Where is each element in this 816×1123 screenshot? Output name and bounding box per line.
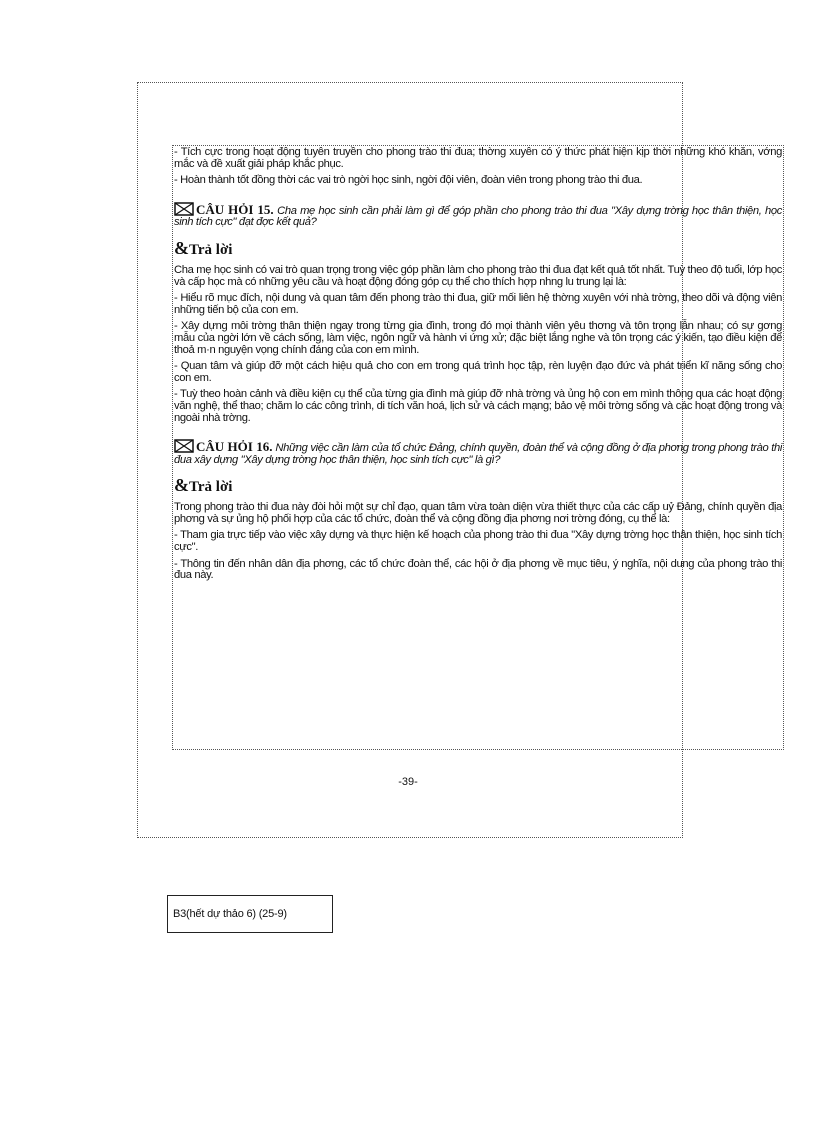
answer-15-paragraph-2: - Hiểu rõ mục đích, nội dung và quan tâm đến phong trào thi đua, giữ mối liên hệ thờng xuyên với nhà trờng, theo dõi và động viên những tiến bộ của con em. — [174, 292, 782, 316]
question-16-label: CÂU HỎI 16. — [196, 439, 273, 455]
draft-note-box: B3(hết dự thảo 6) (25-9) — [167, 895, 333, 933]
question-16-heading — [174, 439, 782, 466]
question-15-text: Cha mẹ học sinh cần phải làm gì để góp phần cho phong trào thi đua "Xây dựng trờng học thân thiện, học sinh tích cực" đạt đợc kết quả? — [174, 204, 782, 229]
answer-15-heading — [174, 239, 782, 259]
envelope-icon — [174, 202, 194, 216]
answer-16-heading — [174, 476, 782, 496]
answer-15-paragraph-4: - Quan tâm và giúp đỡ một cách hiệu quả cho con em trong quá trình học tập, rèn luyện đạo đức và phát triển kĩ năng sống cho con em. — [174, 360, 782, 384]
question-15-label: CÂU HỎI 15. — [196, 201, 274, 217]
page-number: -39- — [398, 776, 418, 788]
answer-16-label: Trả lời — [189, 479, 233, 496]
intro-paragraph-1: - Tích cực trong hoạt động tuyên truyền cho phong trào thi đua; thờng xuyên có ý thức phát hiện kịp thời những khó khăn, vớng mắc và đề xuất giải pháp khắc phục. — [174, 146, 782, 170]
answer-15-label: Trả lời — [189, 241, 233, 258]
answer-16-paragraph-3: - Thông tin đến nhân dân địa phơng, các tổ chức đoàn thể, các hội ở địa phơng về mục tiêu, ý nghĩa, nội dung của phong trào thi đua này. — [174, 557, 782, 582]
ampersand-icon: & — [174, 237, 189, 258]
document-content — [174, 147, 782, 587]
question-16-text: Những việc cần làm của tổ chức Đảng, chính quyền, đoàn thể và cộng đồng ở địa phơng trong phong trào thi đua xây dựng "Xây dựng trờng học thân thiện, học sinh tích cực" là gì? — [174, 442, 783, 466]
envelope-icon — [174, 439, 194, 453]
question-15-heading — [174, 202, 782, 229]
ampersand-icon: & — [174, 475, 189, 496]
answer-15-paragraph-5: - Tuỳ theo hoàn cảnh và điều kiện cụ thể của từng gia đình mà giúp đỡ nhà trờng và ủng hộ con em mình thông qua các hoạt động văn nghệ, thể thao; chăm lo các công trình, di tích văn hoá, lịch sử và cách mạng; bảo vệ môi trờng sống và các hoạt động trong và ngoài nhà trờng. — [174, 388, 782, 424]
intro-paragraph-2: - Hoàn thành tốt đồng thời các vai trò ngời học sinh, ngời đội viên, đoàn viên trong phong trào thi đua. — [174, 174, 643, 187]
answer-16-paragraph-2: - Tham gia trực tiếp vào việc xây dựng và thực hiện kế hoạch của phong trào thi đua "Xây dựng trờng học thân thiện, học sinh tích cực". — [174, 529, 782, 554]
answer-15-paragraph-1: Cha mẹ học sinh có vai trò quan trọng trong việc góp phần làm cho phong trào thi đua đạt kết quả tốt nhất. Tuỳ theo độ tuổi, lớp học và cấp học mà có những yêu cầu và hoạt động đóng góp cụ thể cho thích hợp nhng lu trung lại là: — [174, 263, 782, 288]
answer-15-paragraph-3: - Xây dựng môi trờng thân thiện ngay trong từng gia đình, trong đó mọi thành viên yêu thơng và tôn trọng lẫn nhau; có sự gơng mẫu của ngời lớn về cách sống, làm việc, ngôn ngữ và hành vi ứng xử; đặc biệt lắng nghe và tôn trọng các ý kiến, tạo điều kiện để thoả m·n nguyện vọng chính đáng của con em mình. — [174, 320, 782, 356]
answer-16-paragraph-1: Trong phong trào thi đua này đòi hỏi một sự chỉ đạo, quan tâm vừa toàn diện vừa thiết thực của các cấp uỷ Đảng, chính quyền địa phơng và sự ủng hộ phối hợp của các tổ chức, đoàn thể và cộng đồng địa phơng nơi trờng đóng, cụ thể là: — [174, 501, 782, 525]
